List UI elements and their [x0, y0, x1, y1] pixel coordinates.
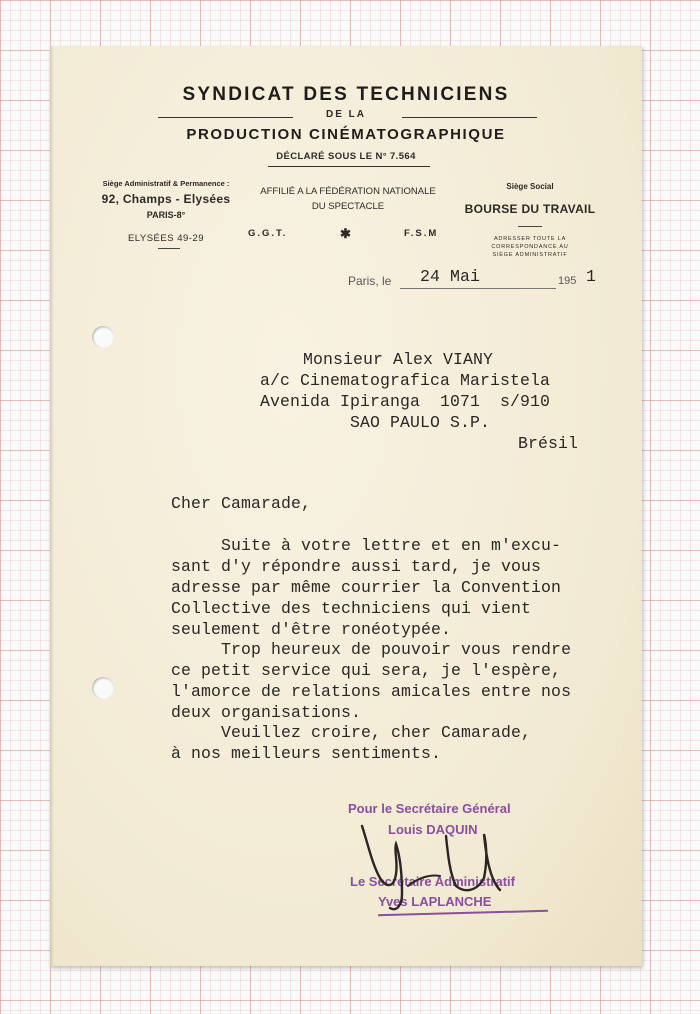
head-office-rule — [518, 226, 542, 227]
date-day-month: 24 Mai — [420, 267, 481, 286]
dateline-rule — [400, 288, 556, 289]
dateline-prefix: Paris, le — [348, 274, 392, 288]
connector-rule-right — [402, 117, 537, 118]
recipient-country: Brésil — [518, 434, 579, 453]
body-line: sant d'y répondre aussi tard, je vous — [171, 557, 542, 576]
stamp-line4: Yves LAPLANCHE — [378, 894, 492, 909]
head-office-note-line3: SIÈGE ADMINISTRATIF — [492, 252, 568, 258]
recipient-name: Monsieur Alex VIANY — [303, 350, 494, 369]
stamp-line3: Le Secrétaire Administratif — [350, 874, 515, 889]
union-cgt: G.G.T. — [248, 228, 288, 239]
body-line: deux organisations. — [171, 703, 362, 722]
admin-phone: ELYSÉES 49-29 — [127, 233, 205, 244]
phone-rule — [158, 248, 180, 249]
recipient-city: SAO PAULO S.P. — [350, 413, 491, 432]
head-office-name: BOURSE DU TRAVAIL — [464, 202, 596, 216]
recipient-company: a/c Cinematografica Maristela — [260, 371, 551, 390]
salutation: Cher Camarade, — [171, 494, 312, 513]
date-year-digit: 1 — [586, 267, 597, 286]
stamp-line2: Louis DAQUIN — [388, 822, 478, 837]
affiliation-line1: AFFILIÉ A LA FÉDÉRATION NATIONALE — [260, 186, 436, 197]
punch-hole-bottom — [92, 677, 114, 699]
head-office-note-line2: CORRESPONDANCE AU — [491, 244, 569, 250]
body-line: Collective des techniciens qui vient — [171, 599, 532, 618]
admin-office-label: Siège Administratif & Permanence : — [102, 179, 230, 188]
recipient-street: Avenida Ipiranga 1071 s/910 — [260, 392, 551, 411]
admin-city: PARIS-8° — [146, 210, 186, 220]
declaration-rule — [268, 166, 430, 167]
body-line: seulement d'être ronéotypée. — [171, 620, 452, 639]
admin-address: 92, Champs - Elysées — [101, 192, 231, 206]
union-star-icon: ✱ — [340, 226, 351, 241]
head-office-note-line1: ADRESSER TOUTE LA — [493, 236, 567, 242]
body-line: Suite à votre lettre et en m'excu- — [171, 536, 562, 555]
body-line: l'amorce de relations amicales entre nos — [171, 682, 572, 701]
body-line: Trop heureux de pouvoir vous rendre — [171, 640, 572, 659]
affiliation-line2: DU SPECTACLE — [311, 201, 385, 212]
body-line: Veuillez croire, cher Camarade, — [171, 723, 532, 742]
letterhead-connector: DE LA — [326, 109, 366, 120]
head-office-label: Siège Social — [506, 182, 554, 191]
body-line: à nos meilleurs sentiments. — [171, 744, 442, 763]
dateline-year-prefix: 195 — [558, 275, 577, 287]
letter-sheet — [50, 46, 642, 966]
body-line: adresse par même courrier la Convention — [171, 578, 562, 597]
declaration-number: DÉCLARÉ SOUS LE N° 7.564 — [276, 151, 416, 162]
handwritten-signature — [350, 816, 550, 926]
punch-hole-top — [92, 326, 114, 348]
letterhead-title-line1: SYNDICAT DES TECHNICIENS — [182, 84, 510, 105]
stamp-line1: Pour le Secrétaire Général — [348, 801, 511, 816]
letterhead-title-line2: PRODUCTION CINÉMATOGRAPHIQUE — [186, 126, 506, 143]
body-line: ce petit service qui sera, je l'espère, — [171, 661, 562, 680]
union-fsm: F.S.M — [404, 228, 439, 239]
